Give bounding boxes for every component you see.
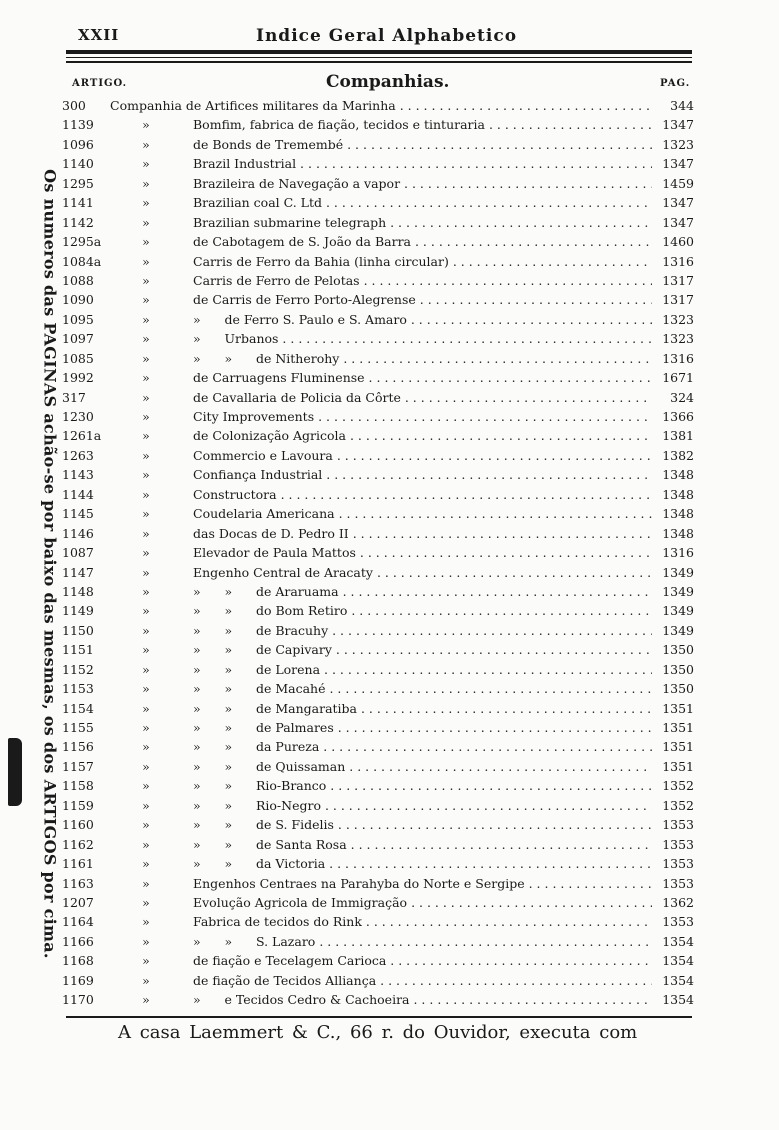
page-reference: 1349 (662, 622, 694, 638)
article-number: 300 (62, 98, 86, 113)
index-row (62, 252, 696, 271)
footer-rule (66, 1016, 692, 1018)
ditto-mark: » (142, 292, 150, 308)
page-reference: 1317 (662, 292, 694, 308)
index-row (62, 232, 696, 251)
index-row (62, 310, 696, 329)
index-row (62, 407, 696, 426)
ditto-mark: » (142, 739, 150, 755)
entry-description: Carris de Ferro da Bahia (linha circular) . . . (193, 252, 652, 271)
page-reference: 324 (670, 389, 694, 405)
article-number: 1085 (62, 350, 94, 366)
entry-description: City Improvements . . . (193, 407, 652, 426)
page-reference: 1348 (662, 486, 694, 502)
page-reference: 1347 (662, 195, 694, 211)
header-rule (66, 50, 692, 54)
index-row (62, 465, 696, 484)
page-reference: 1354 (662, 972, 694, 988)
header-rule-lower (66, 61, 692, 63)
ditto-mark: » (142, 117, 150, 133)
ditto-mark: » (142, 447, 150, 463)
article-number: 1162 (62, 836, 94, 852)
index-row (62, 290, 696, 309)
page-reference: 1349 (662, 564, 694, 580)
ditto-mark: » (142, 156, 150, 172)
entry-description: de Bonds de Tremembé . . . (193, 135, 652, 154)
page-reference: 1382 (662, 447, 694, 463)
article-number: 1142 (62, 214, 94, 230)
ditto-mark: » (142, 603, 150, 619)
ditto-mark: » (142, 797, 150, 813)
ditto-mark: » (142, 933, 150, 949)
article-number: 1295 (62, 175, 94, 191)
page-reference: 1352 (662, 797, 694, 813)
article-number: 1158 (62, 778, 94, 794)
entry-description: » » de Lorena . . . (193, 660, 652, 679)
ditto-mark: » (142, 720, 150, 735)
entry-description: » » de Santa Rosa . . . (193, 835, 652, 854)
ditto-mark: » (142, 428, 150, 444)
entry-description: Evolução Agricola de Immigração . . . (193, 893, 652, 912)
article-number: 1160 (62, 817, 94, 833)
article-number: 1145 (62, 506, 94, 522)
entry-description: Brazilian submarine telegraph . . . (193, 213, 652, 232)
article-number: 1263 (62, 447, 94, 463)
index-row (62, 563, 696, 582)
index-row (62, 193, 696, 212)
article-number: 1146 (62, 525, 94, 541)
entry-description: Confiança Industrial . . . (193, 465, 652, 484)
entry-description: Coudelaria Americana . . . (193, 504, 652, 523)
index-row (62, 990, 696, 1009)
ditto-mark: » (142, 486, 150, 502)
page-reference: 1317 (662, 272, 694, 288)
index-row (62, 504, 696, 523)
ditto-mark: » (142, 350, 150, 366)
index-row (62, 329, 696, 348)
article-number: 1156 (62, 739, 94, 755)
article-number: 1207 (62, 894, 94, 910)
ditto-mark: » (142, 525, 150, 541)
index-row (62, 835, 696, 854)
entry-description: de Carris de Ferro Porto-Alegrense . . . (193, 290, 652, 309)
ditto-mark: » (142, 622, 150, 638)
entry-description: » » de S. Fidelis . . . (193, 815, 652, 834)
article-number: 1164 (62, 914, 94, 930)
page-reference: 1354 (662, 933, 694, 949)
ditto-mark: » (142, 136, 150, 152)
index-row (62, 679, 696, 698)
entry-description: Brazil Industrial . . . (193, 154, 652, 173)
entry-description: » » de Capivary . . . (193, 640, 652, 659)
entry-description: » » de Araruama . . . (193, 582, 652, 601)
index-row (62, 485, 696, 504)
ditto-mark: » (142, 894, 150, 910)
index-row (62, 368, 696, 387)
page-reference: 1353 (662, 914, 694, 930)
article-number: 1088 (62, 272, 94, 288)
page-reference: 1352 (662, 778, 694, 794)
index-row (62, 271, 696, 290)
ditto-mark: » (142, 409, 150, 424)
entry-description: » » do Bom Retiro . . . (193, 601, 652, 620)
entry-description: Elevador de Paula Mattos . . . (193, 543, 652, 562)
index-row (62, 640, 696, 659)
ditto-mark: » (142, 506, 150, 522)
ditto-mark: » (142, 914, 150, 930)
page-reference: 1351 (662, 700, 694, 716)
page-reference: 1362 (662, 894, 694, 910)
ditto-mark: » (142, 234, 150, 250)
page-reference: 1354 (662, 953, 694, 969)
article-number: 1170 (62, 992, 94, 1008)
entry-description: » » de Nitherohy . . . (193, 349, 652, 368)
page-reference: 1366 (662, 409, 694, 424)
page-reference: 1671 (662, 370, 694, 386)
page-reference: 1350 (662, 681, 694, 697)
entry-description: » » de Mangaratiba . . . (193, 699, 652, 718)
article-number: 1166 (62, 933, 94, 949)
binding-mark (8, 738, 22, 806)
entry-description: » » da Victoria . . . (193, 854, 652, 873)
page-reference: 1348 (662, 506, 694, 522)
ditto-mark: » (142, 195, 150, 211)
side-note-text: Os numeros das PAGINAS achão-se por baixo das mesmas, os dos ARTIGOS por cima. (40, 169, 60, 959)
index-row (62, 621, 696, 640)
section-title: Companhias. (326, 72, 450, 92)
article-number: 1168 (62, 953, 94, 969)
running-title: Indice Geral Alphabetico (256, 26, 518, 46)
article-number: 1087 (62, 545, 94, 561)
ditto-mark: » (142, 700, 150, 716)
ditto-mark: » (142, 992, 150, 1008)
ditto-mark: » (142, 253, 150, 269)
ditto-mark: » (142, 370, 150, 386)
page-reference: 1353 (662, 856, 694, 872)
index-row (62, 582, 696, 601)
article-number: 1095 (62, 311, 94, 327)
entry-description: » » de Bracuhy . . . (193, 621, 652, 640)
index-row (62, 154, 696, 173)
article-number: 1144 (62, 486, 94, 502)
article-number: 1143 (62, 467, 94, 483)
index-row (62, 426, 696, 445)
page-reference: 1349 (662, 583, 694, 599)
article-number: 1148 (62, 583, 94, 599)
entry-description: » de Ferro S. Paulo e S. Amaro . . . (193, 310, 652, 329)
entry-description: de Colonização Agricola . . . (193, 426, 652, 445)
index-row (62, 796, 696, 815)
index-row (62, 776, 696, 795)
article-number: 1140 (62, 156, 94, 172)
article-number: 1154 (62, 700, 94, 716)
page-number: XXII (78, 26, 120, 44)
article-number: 1295a (62, 234, 102, 250)
entry-description: de fiação de Tecidos Alliança . . . (193, 971, 652, 990)
ditto-mark: » (142, 175, 150, 191)
index-row (62, 737, 696, 756)
entry-description: Companhia de Artifices militares da Marinha . . . (110, 96, 652, 115)
index-row (62, 388, 696, 407)
ditto-mark: » (142, 953, 150, 969)
index-row (62, 524, 696, 543)
page-reference: 1323 (662, 136, 694, 152)
ditto-mark: » (142, 331, 150, 347)
ditto-mark: » (142, 311, 150, 327)
index-row (62, 601, 696, 620)
article-number: 1141 (62, 195, 94, 211)
entry-description: » » Rio-Negro . . . (193, 796, 652, 815)
article-number: 1096 (62, 136, 94, 152)
ditto-mark: » (142, 564, 150, 580)
index-row (62, 951, 696, 970)
page-reference: 1353 (662, 836, 694, 852)
article-number: 317 (62, 389, 86, 405)
article-number: 1230 (62, 409, 94, 424)
article-number: 1159 (62, 797, 94, 813)
header-rule-thin (66, 57, 692, 58)
page-reference: 1459 (662, 175, 694, 191)
index-row (62, 932, 696, 951)
article-number: 1992 (62, 370, 94, 386)
index-row (62, 543, 696, 562)
page-reference: 1351 (662, 739, 694, 755)
article-number: 1153 (62, 681, 94, 697)
index-row (62, 174, 696, 193)
page-reference: 1351 (662, 758, 694, 774)
entry-description: de fiação e Tecelagem Carioca . . . (193, 951, 652, 970)
index-row (62, 699, 696, 718)
entry-description: das Docas de D. Pedro II . . . (193, 524, 652, 543)
page-reference: 1350 (662, 642, 694, 658)
article-number: 1150 (62, 622, 94, 638)
entry-description: Brazileira de Navegação a vapor . . . (193, 174, 652, 193)
article-number: 1163 (62, 875, 94, 891)
article-number: 1151 (62, 642, 94, 658)
page-reference: 1347 (662, 214, 694, 230)
page-reference: 1323 (662, 311, 694, 327)
article-number: 1090 (62, 292, 94, 308)
page-reference: 1460 (662, 234, 694, 250)
ditto-mark: » (142, 545, 150, 561)
page-reference: 1381 (662, 428, 694, 444)
ditto-mark: » (142, 467, 150, 483)
article-number: 1097 (62, 331, 94, 347)
entry-description: de Cavallaria de Policia da Côrte . . . (193, 388, 652, 407)
ditto-mark: » (142, 856, 150, 872)
entry-description: » » de Macahé . . . (193, 679, 652, 698)
ditto-mark: » (142, 389, 150, 405)
index-row (62, 349, 696, 368)
ditto-mark: » (142, 972, 150, 988)
entry-description: de Cabotagem de S. João da Barra . . . (193, 232, 652, 251)
ditto-mark: » (142, 875, 150, 891)
side-note (37, 124, 63, 1004)
article-number: 1084a (62, 253, 102, 269)
page-reference: 1316 (662, 545, 694, 561)
page-reference: 1348 (662, 525, 694, 541)
entry-description: Carris de Ferro de Pelotas . . . (193, 271, 652, 290)
ditto-mark: » (142, 214, 150, 230)
article-number: 1155 (62, 720, 94, 735)
index-row (62, 815, 696, 834)
article-number: 1157 (62, 758, 94, 774)
entry-description: Engenho Central de Aracaty . . . (193, 563, 652, 582)
page-reference: 1347 (662, 156, 694, 172)
column-header-pag: PAG. (660, 78, 691, 89)
entry-description: Fabrica de tecidos do Rink . . . (193, 912, 652, 931)
index-row (62, 718, 696, 737)
entry-description: » » de Quissaman . . . (193, 757, 652, 776)
footer-advert: A casa Laemmert & C., 66 r. do Ouvidor, executa com (118, 1022, 638, 1043)
entry-description: » e Tecidos Cedro & Cachoeira . . . (193, 990, 652, 1009)
ditto-mark: » (142, 817, 150, 833)
entry-description: » » S. Lazaro . . . (193, 932, 652, 951)
article-number: 1161 (62, 856, 94, 872)
index-row (62, 893, 696, 912)
page-reference: 1316 (662, 253, 694, 269)
entry-description: » » da Pureza . . . (193, 737, 652, 756)
entry-description: de Carruagens Fluminense . . . (193, 368, 652, 387)
index-row (62, 96, 696, 115)
page-reference: 1348 (662, 467, 694, 483)
page-reference: 1347 (662, 117, 694, 133)
index-row (62, 135, 696, 154)
index-row (62, 213, 696, 232)
index-entries (62, 96, 696, 1010)
index-row (62, 757, 696, 776)
article-number: 1261a (62, 428, 102, 444)
entry-description: Brazilian coal C. Ltd . . . (193, 193, 652, 212)
index-row (62, 115, 696, 134)
page-reference: 344 (670, 98, 694, 113)
page-reference: 1354 (662, 992, 694, 1008)
page-reference: 1316 (662, 350, 694, 366)
entry-description: » » de Palmares . . . (193, 718, 652, 737)
entry-description: » Urbanos . . . (193, 329, 652, 348)
index-row (62, 912, 696, 931)
index-row (62, 446, 696, 465)
ditto-mark: » (142, 583, 150, 599)
page-reference: 1353 (662, 875, 694, 891)
ditto-mark: » (142, 661, 150, 677)
ditto-mark: » (142, 272, 150, 288)
column-header-artigo: ARTIGO. (72, 78, 128, 89)
entry-description: Commercio e Lavoura . . . (193, 446, 652, 465)
ditto-mark: » (142, 758, 150, 774)
article-number: 1169 (62, 972, 94, 988)
index-row (62, 854, 696, 873)
entry-description: » » Rio-Branco . . . (193, 776, 652, 795)
page-reference: 1323 (662, 331, 694, 347)
page-reference: 1350 (662, 661, 694, 677)
page-reference: 1351 (662, 720, 694, 735)
ditto-mark: » (142, 642, 150, 658)
article-number: 1149 (62, 603, 94, 619)
index-row (62, 874, 696, 893)
entry-description: Engenhos Centraes na Parahyba do Norte e Sergipe . . . (193, 874, 652, 893)
page-reference: 1349 (662, 603, 694, 619)
index-row (62, 660, 696, 679)
article-number: 1139 (62, 117, 94, 133)
page-reference: 1353 (662, 817, 694, 833)
index-row (62, 971, 696, 990)
article-number: 1152 (62, 661, 94, 677)
ditto-mark: » (142, 778, 150, 794)
entry-description: Bomfim, fabrica de fiação, tecidos e tinturaria . . . (193, 115, 652, 134)
ditto-mark: » (142, 836, 150, 852)
article-number: 1147 (62, 564, 94, 580)
entry-description: Constructora . . . (193, 485, 652, 504)
ditto-mark: » (142, 681, 150, 697)
